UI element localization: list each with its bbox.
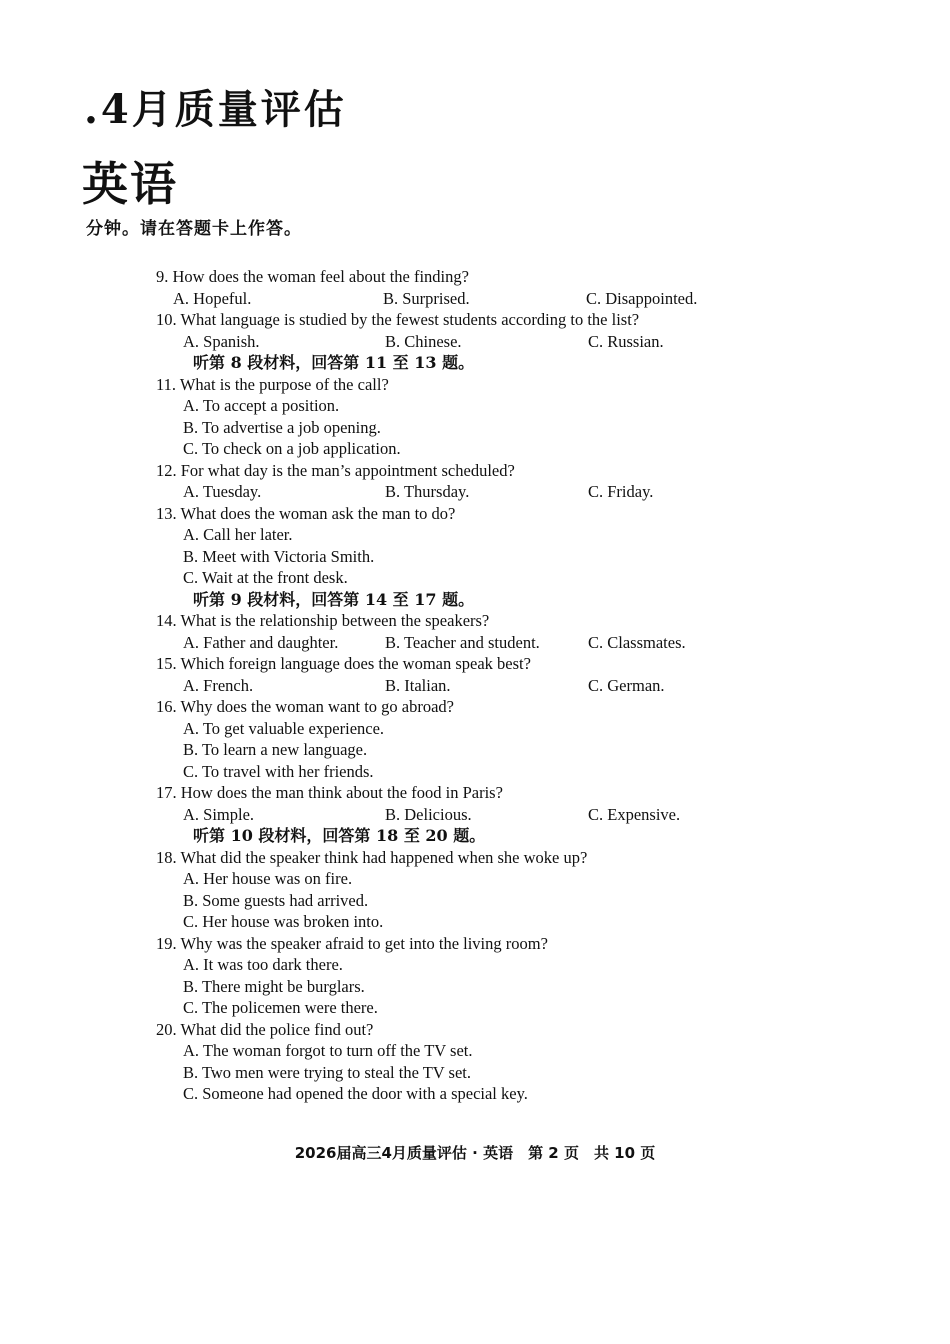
option-b: B. To learn a new language. [183, 740, 368, 759]
question-stem: 10. What language is studied by the fewest students according to the list? [156, 310, 640, 329]
option-a: A. Call her later. [183, 525, 293, 544]
option-b: B. Surprised. [383, 288, 470, 308]
page-footer: 2026届高三4月质量评估 · 英语 第 2 页 共 10 页 [294, 1144, 656, 1162]
question-stem: 11. What is the purpose of the call? [156, 374, 389, 394]
option-c: C. Her house was broken into. [183, 912, 384, 931]
subject-title: 英语 [82, 157, 178, 211]
option-row [0, 804, 950, 826]
option-b: B. Meet with Victoria Smith. [183, 546, 375, 566]
option-a: A. Her house was on fire. [183, 869, 353, 888]
question-stem: 17. How does the man think about the food in Paris? [156, 783, 503, 802]
option-c: C. Someone had opened the door with a special key. [183, 1084, 528, 1103]
section-heading: 听第 9 段材料，回答第 14 至 17 题。 [193, 589, 475, 609]
option-b: B. There might be burglars. [183, 976, 365, 996]
question-list [0, 266, 950, 1105]
option-c: C. Expensive. [588, 804, 681, 824]
option-b: B. Thursday. [385, 482, 470, 501]
option-b: B. To advertise a job opening. [183, 417, 381, 437]
option-b: B. Italian. [385, 675, 451, 695]
option-b: B. Two men were trying to steal the TV set. [183, 1062, 472, 1082]
option-c: C. Disappointed. [586, 288, 698, 308]
option-c: C. Wait at the front desk. [183, 568, 348, 587]
option-row [0, 331, 950, 353]
option-a: A. Tuesday. [183, 482, 262, 501]
exam-title: .4月质量评估 [84, 86, 347, 133]
option-c: C. The policemen were there. [183, 998, 378, 1017]
section-heading: 听第 10 段材料，回答第 18 至 20 题。 [193, 826, 486, 845]
option-row [0, 481, 950, 503]
section-heading: 听第 8 段材料，回答第 11 至 13 题。 [193, 353, 475, 372]
option-a: A. The woman forgot to turn off the TV set. [183, 1041, 473, 1060]
question-stem: 15. Which foreign language does the woman speak best? [156, 654, 531, 673]
option-row [0, 675, 950, 697]
question-stem: 19. Why was the speaker afraid to get into the living room? [156, 933, 548, 953]
instruction-text: 分钟。请在答题卡上作答。 [86, 219, 302, 239]
option-b: B. Some guests had arrived. [183, 890, 369, 910]
option-c: C. Russian. [588, 331, 664, 351]
option-a: A. To accept a position. [183, 396, 340, 415]
question-stem: 20. What did the police find out? [156, 1019, 374, 1039]
option-a: A. Spanish. [183, 331, 260, 351]
option-c: C. To travel with her friends. [183, 761, 374, 781]
option-a: A. It was too dark there. [183, 955, 343, 974]
question-stem: 18. What did the speaker think had happened when she woke up? [156, 847, 588, 867]
question-stem: 9. How does the woman feel about the finding? [156, 267, 469, 286]
option-a: A. Father and daughter. [183, 632, 339, 652]
option-b: B. Chinese. [385, 331, 462, 351]
option-a: A. Simple. [183, 804, 255, 824]
option-a: A. To get valuable experience. [183, 718, 385, 738]
question-stem: 12. For what day is the man’s appointment scheduled? [156, 460, 515, 480]
question-stem: 13. What does the woman ask the man to do? [156, 503, 456, 523]
question-stem: 16. Why does the woman want to go abroad? [156, 697, 454, 716]
option-c: C. To check on a job application. [183, 439, 401, 458]
option-row [0, 632, 950, 654]
option-c: C. Classmates. [588, 632, 686, 652]
option-row [0, 288, 950, 310]
option-a: A. Hopeful. [173, 288, 252, 308]
option-c: C. Friday. [588, 482, 654, 501]
option-b: B. Teacher and student. [385, 632, 540, 652]
option-c: C. German. [588, 675, 665, 695]
question-stem: 14. What is the relationship between the speakers? [156, 611, 490, 630]
option-a: A. French. [183, 675, 254, 695]
option-b: B. Delicious. [385, 804, 472, 824]
